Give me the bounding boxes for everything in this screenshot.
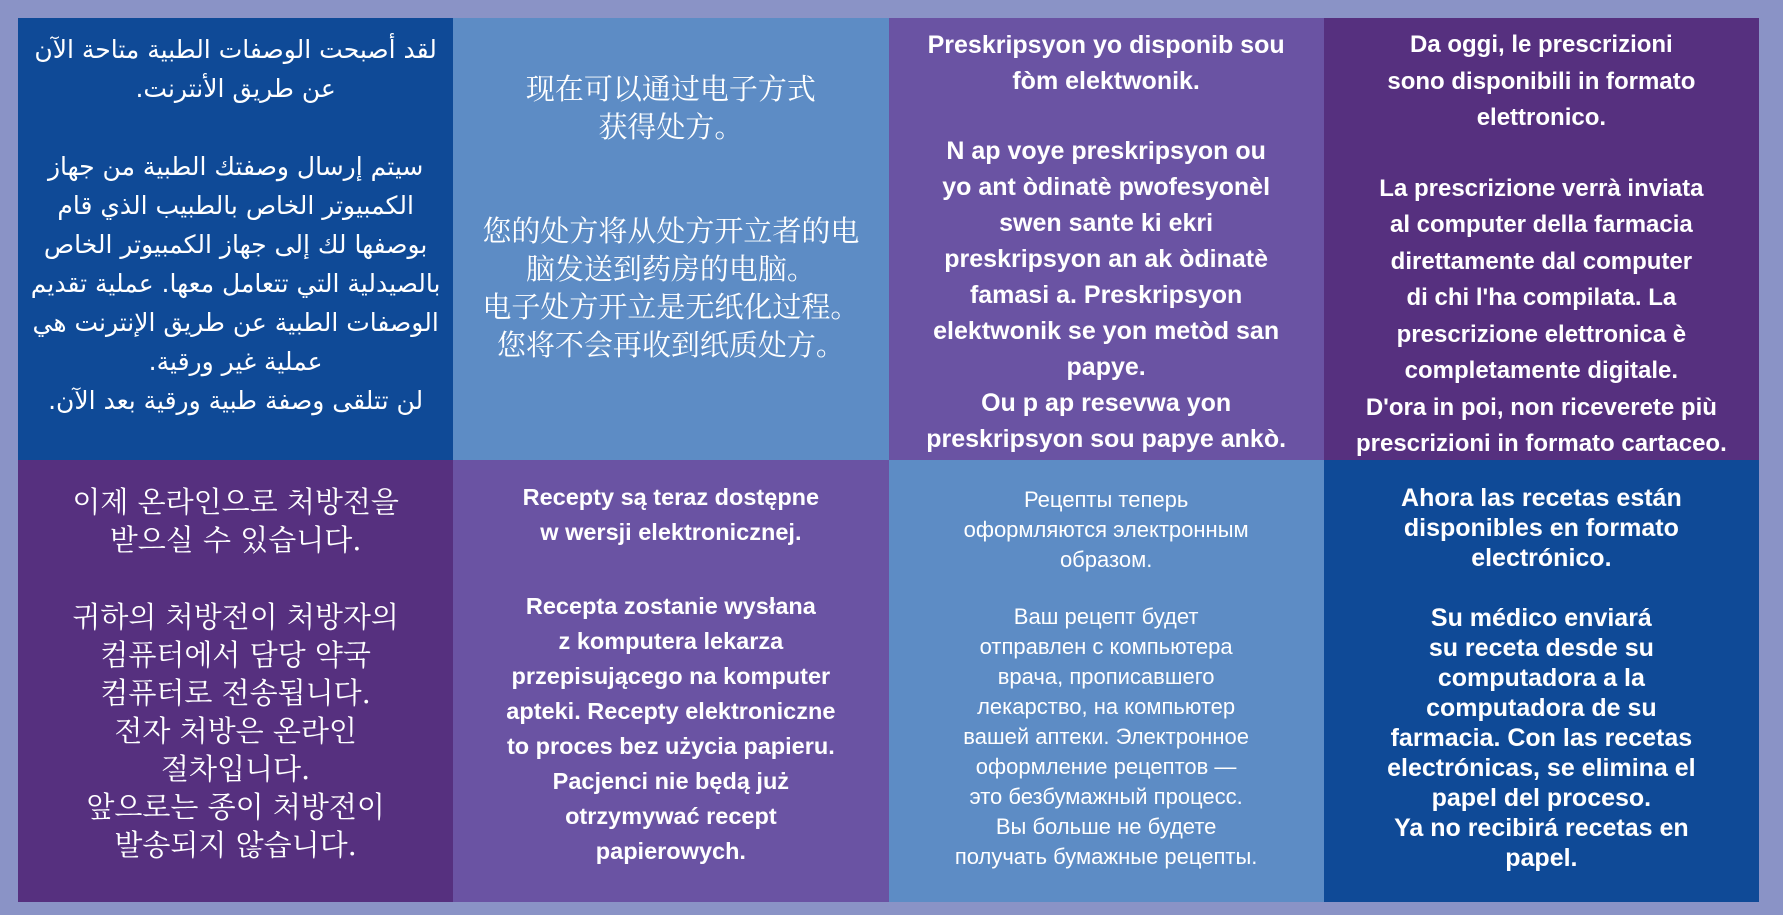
text-line: лекарство, на компьютер [977,694,1236,719]
text-line: farmacia. Con las recetas [1390,724,1693,752]
text-line: оформляются электронным [963,517,1249,542]
text-line: w wersji elektronicznej. [540,519,802,545]
paragraph [1324,171,1759,461]
text-line: La prescrizione verrà inviata [1379,174,1704,202]
text-line: otrzymywać recept [565,803,777,829]
text-line: computadora a la [1437,664,1645,692]
text-line: preskripsyon sou papye ankò. [926,425,1287,453]
text-line: computadora de su [1426,694,1657,722]
paragraph-spacer [453,550,888,589]
paragraph [453,480,888,550]
text-line: Pacjenci nie będą już [552,768,790,794]
text-line: образом. [1059,547,1153,572]
text-line: 이제 온라인으로 처방전을 [72,485,399,519]
paragraph [453,589,888,869]
text-line: الكمبيوتر الخاص بالطبيب الذي قام [57,191,414,220]
text-line: 발송되지 않습니다. [114,828,357,862]
panel-korean [18,460,453,902]
text-line: to proces bez użycia papieru. [506,733,835,759]
text-line: لقد أصبحت الوصفات الطبية متاحة الآن [34,35,437,64]
paragraph [889,485,1324,575]
text-line: fòm elektwonik. [1012,67,1200,95]
panel-arabic [18,18,453,460]
text-line: elektwonik se yon metòd san [933,317,1280,345]
text-line: 脑发送到药房的电脑。 [525,252,816,286]
text-line: completamente digitale. [1404,357,1679,384]
text-line: 获得处方。 [598,110,744,144]
text-line: врача, прописавшего [997,664,1215,689]
text-line: przepisującego na komputer [511,663,831,689]
paragraph-spacer [18,108,453,147]
text-line: Ваш рецепт будет [1013,604,1199,629]
text-line: sono disponibili in formato [1387,67,1696,95]
text-line: Рецепты теперь [1023,487,1189,512]
paragraph [1324,27,1759,137]
text-line: su receta desde su [1428,634,1654,662]
text-line: سيتم إرسال وصفتك الطبية من جهاز [47,152,424,181]
text-line: вашей аптеки. Электронное [963,724,1249,749]
text-line: yo ant òdinatè pwofesyonèl [942,173,1271,201]
text-line: prescrizioni in formato cartaceo. [1355,430,1727,457]
text-line: di chi l'ha compilata. La [1406,284,1677,311]
paragraph [18,147,453,420]
text-line: electrónico. [1471,544,1612,572]
text-line: بالصيدلية التي تتعامل معها. عملية تقديم [30,269,441,298]
text-line: Recepty są teraz dostępne [522,484,820,510]
text-line: 컴퓨터로 전송됩니다. [100,676,371,710]
text-line: 귀하의 처방전이 처방자의 [72,600,399,634]
text-line: 您将不会再收到纸质处方。 [496,328,845,362]
paragraph-spacer [1324,137,1759,171]
text-line: papel del proceso. [1431,784,1652,812]
paragraph-spacer [18,559,453,598]
text-line: الوصفات الطبية عن طريق الإنترنت هي [32,308,439,337]
panel-chinese [453,18,888,460]
text-line: 절차입니다. [160,752,311,786]
paragraph [18,483,453,559]
paragraph [889,27,1324,99]
panel-italian [1324,18,1759,460]
text-line: عملية غير ورقية. [148,347,323,376]
text-line: al computer della farmacia [1389,211,1693,238]
text-line: papierowych. [595,838,746,864]
text-line: это безбумажный процесс. [969,784,1243,809]
text-line: оформление рецептов — [975,754,1237,779]
text-line: apteki. Recepty elektroniczne [506,698,836,724]
text-line: عن طريق الأنترنت. [135,74,336,103]
paragraph [453,212,888,364]
text-line: 앞으로는 종이 처방전이 [86,790,385,824]
text-line: Ou p ap resevwa yon [981,389,1232,417]
text-line: 컴퓨터에서 담당 약국 [100,638,371,672]
text-line: z komputera lekarza [558,628,784,654]
paragraph [18,30,453,108]
text-line: لن تتلقى وصفة طبية ورقية بعد الآن. [48,386,424,415]
text-line: 现在可以通过电子方式 [525,72,816,106]
paragraph [1324,483,1759,573]
paragraph [453,70,888,146]
paragraph [1324,603,1759,873]
text-line: Ahora las recetas están [1401,484,1682,512]
paragraph [889,133,1324,457]
text-line: electrónicas, se elimina el [1387,754,1696,782]
text-line: 您的处方将从处方开立者的电 [482,214,860,248]
text-line: Su médico enviará [1430,604,1652,632]
paragraph-spacer [453,146,888,212]
text-line: 电子处方开立是无纸化过程。 [482,290,860,324]
text-line: Ya no recibirá recetas en [1394,814,1689,842]
text-line: prescrizione elettronica è [1396,320,1687,348]
panel-russian [889,460,1324,902]
text-line: disponibles en formato [1403,514,1679,542]
paragraph-spacer [889,575,1324,602]
text-line: 받으실 수 있습니다. [109,523,362,557]
panel-haitian-creole [889,18,1324,460]
text-line: swen sante ki ekri [999,209,1214,237]
text-line: papye. [1066,353,1146,381]
paragraph-spacer [889,99,1324,133]
text-line: direttamente dal computer [1390,247,1693,275]
text-line: получать бумажные рецепты. [954,844,1258,869]
panel-polish [453,460,888,902]
panel-spanish [1324,460,1759,902]
paragraph [18,598,453,864]
text-line: preskripsyon an ak òdinatè [944,245,1268,273]
text-line: elettronico. [1476,104,1607,131]
text-line: 전자 처방은 온라인 [114,714,357,748]
text-line: famasi a. Preskripsyon [969,281,1243,309]
text-line: отправлен с компьютера [979,634,1233,659]
paragraph-spacer [1324,573,1759,603]
text-line: papel. [1505,844,1578,872]
paragraph [889,602,1324,872]
text-line: Preskripsyon yo disponib sou [927,31,1285,59]
text-line: Вы больше не будете [995,814,1217,839]
text-line: Recepta zostanie wysłana [525,593,816,619]
text-line: بوصفها لك إلى جهاز الكمبيوتر الخاص [43,230,428,259]
multilingual-notice-grid [18,18,1759,902]
text-line: N ap voye preskripsyon ou [946,137,1266,165]
text-line: Da oggi, le prescrizioni [1410,31,1673,58]
text-line: D'ora in poi, non riceverete più [1365,393,1717,421]
